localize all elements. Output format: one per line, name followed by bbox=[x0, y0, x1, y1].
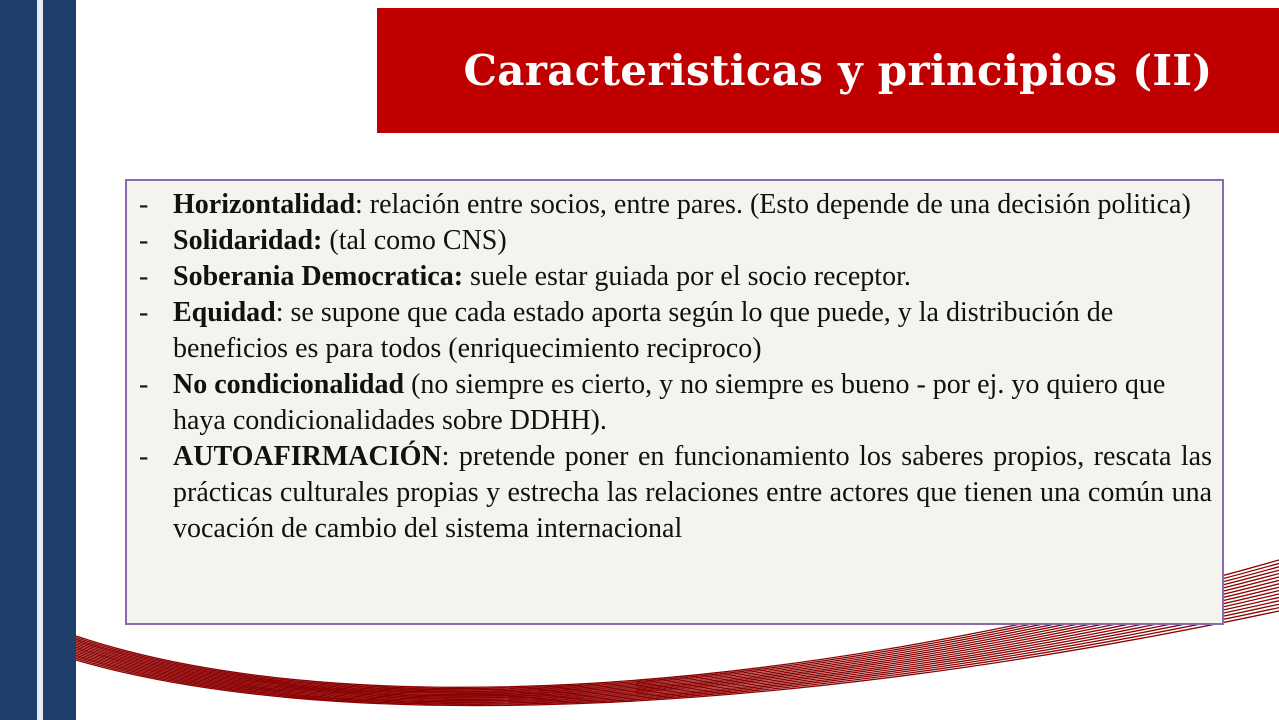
list-item-no-condicionalidad bbox=[139, 367, 1212, 439]
item-text: suele estar guiada por el socio receptor. bbox=[463, 261, 911, 292]
principles-list bbox=[139, 187, 1212, 547]
list-item-soberania bbox=[139, 259, 1212, 295]
list-item-autoafirmacion bbox=[139, 439, 1212, 547]
list-item-horizontalidad bbox=[139, 187, 1212, 223]
item-text: : se supone que cada estado aporta según lo que puede, y la distribución de beneficios es para todos (enriquecimiento reciproco) bbox=[173, 297, 1114, 364]
item-label: Horizontalidad bbox=[173, 189, 356, 220]
item-text: : relación entre socios, entre pares. (Esto depende de una decisión politica) bbox=[355, 189, 1191, 220]
item-label: Solidaridad: bbox=[173, 225, 323, 256]
bullet-dash: - bbox=[139, 369, 149, 400]
content-box bbox=[125, 179, 1224, 625]
item-label: No condicionalidad bbox=[173, 369, 405, 400]
bullet-dash: - bbox=[139, 225, 149, 256]
item-text: (tal como CNS) bbox=[322, 225, 507, 256]
slide-title: Caracteristicas y principios (II) bbox=[463, 46, 1213, 95]
list-item-solidaridad bbox=[139, 223, 1212, 259]
item-label: Equidad bbox=[173, 297, 276, 328]
item-text: (no siempre es cierto, y no siempre es bueno - por ej. yo quiero que haya condicionalidades sobre DDHH). bbox=[173, 369, 1166, 436]
bullet-dash: - bbox=[139, 297, 149, 328]
bullet-dash: - bbox=[139, 441, 149, 472]
item-label: Soberania Democratica: bbox=[173, 261, 464, 292]
list-item-equidad bbox=[139, 295, 1212, 367]
item-label: AUTOAFIRMACIÓN bbox=[173, 441, 442, 472]
title-bar bbox=[377, 8, 1279, 133]
item-text: : pretende poner en funcionamiento los saberes propios, rescata las prácticas culturales propias y estrecha las relaciones entre actores que tienen una común una vocación de cambio del sistema internacional bbox=[173, 441, 1212, 544]
bullet-dash: - bbox=[139, 261, 149, 292]
bullet-dash: - bbox=[139, 189, 149, 220]
